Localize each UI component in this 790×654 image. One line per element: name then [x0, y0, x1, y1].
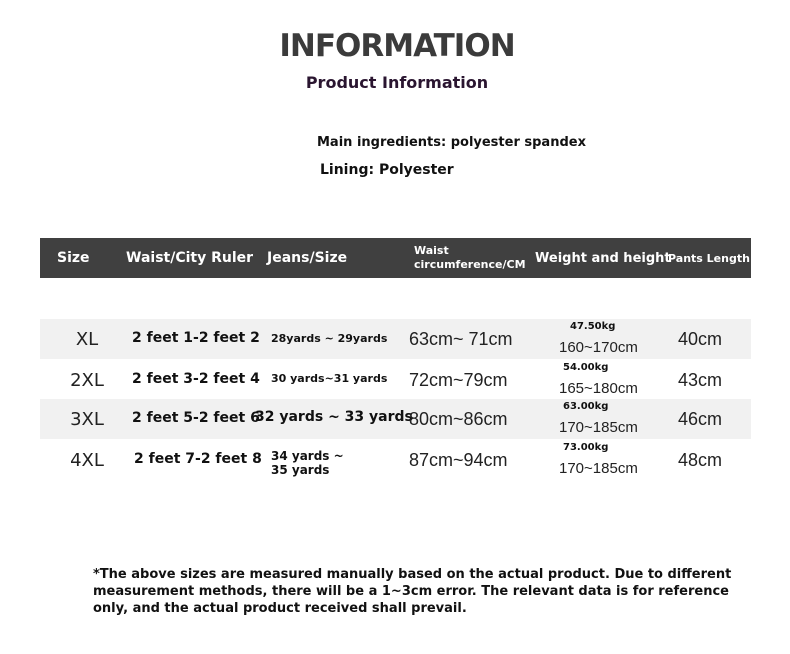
- cell-pants-length: 43cm: [678, 370, 723, 390]
- cell-pants-length: 40cm: [678, 329, 723, 349]
- cell-weight: 73.00kg: [563, 442, 609, 453]
- header-size: Size: [57, 250, 90, 266]
- table-row: [40, 440, 751, 480]
- cell-weight: 47.50kg: [570, 321, 616, 332]
- header-weight-height: Weight and height: [535, 250, 671, 266]
- cell-size: XL: [75, 329, 99, 350]
- cell-waist: 2 feet 5-2 feet 6: [132, 410, 260, 426]
- cell-size: 2XL: [70, 370, 104, 391]
- cell-height: 165~180cm: [559, 380, 638, 397]
- spec-lining: Lining: Polyester: [320, 162, 454, 178]
- cell-jeans: 28yards ~ 29yards: [271, 332, 388, 345]
- cell-height: 170~185cm: [559, 460, 638, 477]
- cell-circumference: 72cm~79cm: [409, 370, 508, 390]
- header-jeans: Jeans/Size: [267, 250, 348, 266]
- cell-height: 160~170cm: [559, 339, 638, 356]
- page-title: INFORMATION: [279, 28, 515, 64]
- cell-circumference: 80cm~86cm: [409, 409, 508, 429]
- cell-jeans: 32 yards ~ 33 yards: [255, 409, 413, 425]
- page-subtitle: Product Information: [305, 73, 489, 92]
- table-header: [40, 238, 751, 278]
- table-row: [40, 360, 751, 400]
- header-pants-length: Pants Length: [668, 251, 750, 265]
- table-row: [40, 399, 751, 439]
- cell-weight: 54.00kg: [563, 362, 609, 373]
- disclaimer-note: *The above sizes are measured manually based on the actual product. Due to different measurement methods, there will be a 1~3cm error. The relevant data is for reference only, and the actual product received shall prevail.: [93, 567, 732, 616]
- cell-height: 170~185cm: [559, 419, 638, 436]
- cell-circumference: 87cm~94cm: [409, 450, 508, 470]
- cell-jeans: 30 yards~31 yards: [271, 372, 388, 385]
- table-row: [40, 319, 751, 359]
- cell-waist: 2 feet 1-2 feet 2: [132, 330, 260, 346]
- cell-jeans: 34 yards ~ 35 yards: [271, 449, 344, 477]
- header-waist: Waist/City Ruler: [126, 250, 254, 266]
- cell-circumference: 63cm~ 71cm: [409, 329, 513, 349]
- cell-size: 3XL: [70, 409, 104, 430]
- cell-waist: 2 feet 3-2 feet 4: [132, 371, 260, 387]
- header-circumference: Waist circumference/CM: [414, 244, 526, 271]
- cell-waist: 2 feet 7-2 feet 8: [134, 451, 262, 467]
- cell-pants-length: 46cm: [678, 409, 723, 429]
- cell-size: 4XL: [70, 450, 104, 471]
- cell-pants-length: 48cm: [678, 450, 723, 470]
- spec-ingredients: Main ingredients: polyester spandex: [317, 135, 586, 150]
- cell-weight: 63.00kg: [563, 401, 609, 412]
